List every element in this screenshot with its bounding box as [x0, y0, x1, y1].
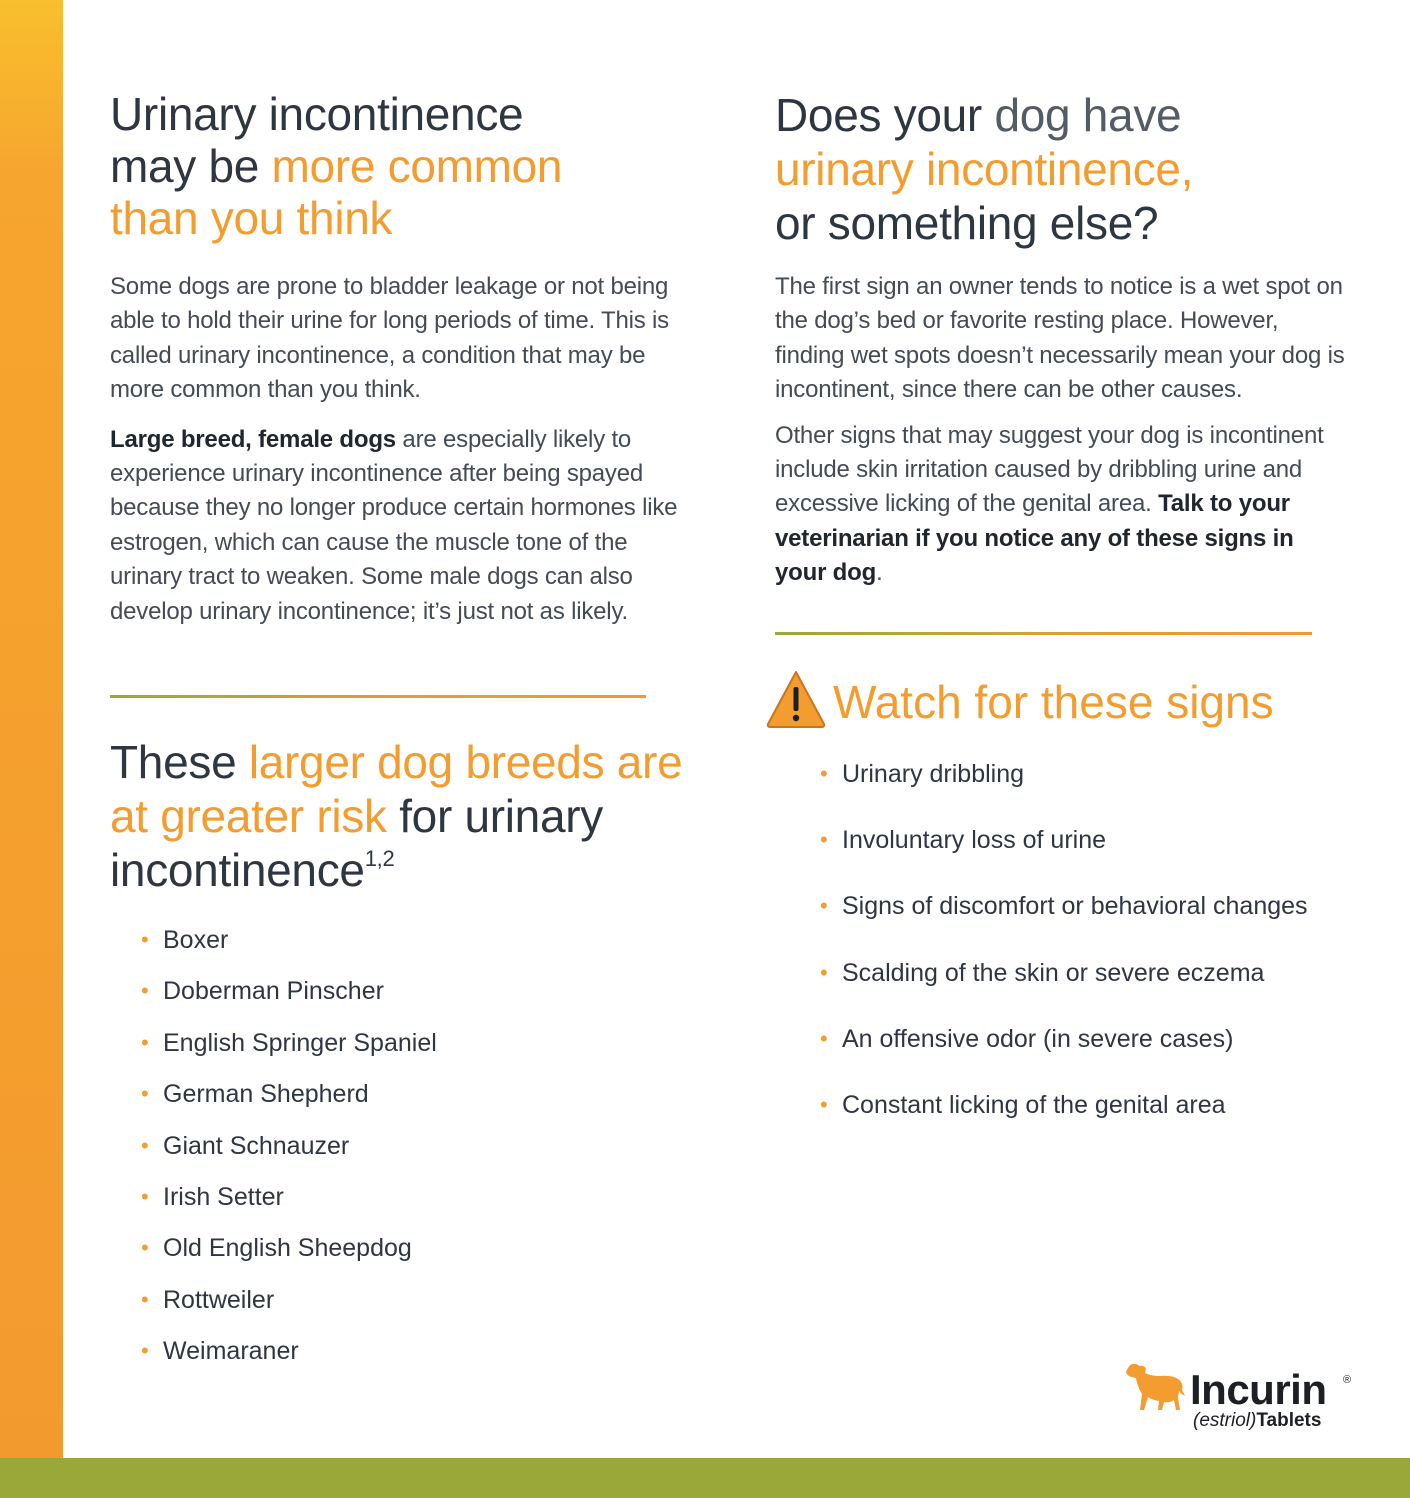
- breed-item-label: English Springer Spaniel: [163, 1028, 437, 1057]
- sign-item-label: Urinary dribbling: [842, 760, 1025, 788]
- breed-item: [141, 922, 663, 973]
- bullet-dot-icon: •: [141, 1286, 149, 1312]
- breed-list: [141, 922, 663, 1385]
- breed-item-label: Weimaraner: [163, 1337, 299, 1366]
- sign-item: [820, 1021, 1362, 1087]
- bullet-dot-icon: •: [141, 1338, 149, 1364]
- breed-item: [141, 1230, 663, 1281]
- signs-list: [820, 756, 1362, 1153]
- sign-item: [820, 955, 1362, 1021]
- bullet-dot-icon: •: [820, 761, 828, 786]
- sign-item-label: An offensive odor (in severe cases): [842, 1024, 1234, 1053]
- breed-item-label: Doberman Pinscher: [163, 977, 384, 1006]
- right-paragraph-1: The first sign an owner tends to notice is a wet spot on the dog’s bed or favorite resting place. However, finding wet spots doesn’t necessarily mean your dog is incontinent, since there can be other causes.: [775, 273, 1345, 404]
- breed-item: [141, 1076, 663, 1127]
- left-column: [110, 88, 690, 629]
- breed-item-label: German Shepherd: [163, 1080, 369, 1109]
- left-heading: Urinary incontinence may be more common than you think: [110, 88, 563, 244]
- sign-item-label: Constant licking of the genital area: [842, 1090, 1226, 1119]
- dog-silhouette-icon: [1124, 1360, 1186, 1414]
- sign-item: [820, 822, 1362, 888]
- bullet-dot-icon: •: [141, 1132, 149, 1158]
- bottom-color-band: [0, 1458, 1410, 1498]
- left-paragraph-1: Some dogs are prone to bladder leakage or not being able to hold their urine for long periods of time. This is called urinary incontinence, a condition that may be more common than you think.: [110, 273, 669, 404]
- bullet-dot-icon: •: [141, 1183, 149, 1209]
- breeds-section: [110, 735, 710, 897]
- breed-item-label: Giant Schnauzer: [163, 1131, 350, 1160]
- bullet-dot-icon: •: [141, 1081, 149, 1107]
- warning-triangle-icon: [765, 668, 827, 730]
- sign-item: [820, 1087, 1362, 1153]
- right-column: [775, 88, 1355, 591]
- breed-item: [141, 1282, 663, 1333]
- breed-item: [141, 1333, 663, 1384]
- bullet-dot-icon: •: [820, 893, 828, 919]
- bullet-dot-icon: •: [820, 1091, 828, 1117]
- left-paragraph-2: Large breed, female dogs are especially likely to experience urinary incontinence after being spayed because they no longer produce certain hormones like estrogen, which can cause the muscle tone of the urinary tract to weaken. Some male dogs can also develop urinary incontinence; it’s just not as likely.: [110, 425, 678, 625]
- sign-item-label: Involuntary loss of urine: [842, 826, 1107, 855]
- breed-item-label: Rottweiler: [163, 1285, 275, 1314]
- sign-item-label: Signs of discomfort or behavioral changes: [842, 892, 1308, 921]
- right-divider: [775, 632, 1312, 635]
- bullet-dot-icon: •: [820, 959, 828, 985]
- bullet-dot-icon: •: [141, 1029, 149, 1055]
- bullet-dot-icon: •: [141, 927, 149, 952]
- breed-item: [141, 973, 663, 1024]
- right-paragraph-2: Other signs that may suggest your dog is incontinent include skin irritation caused by dribbling urine and excessive licking of the genital area. Talk to your veterinarian if you notice any of these signs in your dog.: [775, 421, 1324, 587]
- breed-item-label: Irish Setter: [163, 1182, 284, 1211]
- sign-item-label: Scalding of the skin or severe eczema: [842, 958, 1265, 987]
- breed-item: [141, 1179, 663, 1230]
- left-divider: [110, 695, 646, 698]
- bullet-dot-icon: •: [820, 1025, 828, 1051]
- sign-item: [820, 888, 1362, 954]
- breed-item-label: Boxer: [163, 926, 229, 954]
- bullet-dot-icon: •: [141, 978, 149, 1004]
- sign-item: [820, 756, 1362, 822]
- logo-wordmark: Incurin: [1190, 1366, 1327, 1413]
- breeds-heading: These larger dog breeds are at greater risk for urinary incontinence$^{1,2}$: [110, 736, 683, 896]
- breed-item: [141, 1025, 663, 1076]
- right-heading: Does your dog have urinary incontinence, or something else?: [775, 89, 1194, 249]
- watch-signs-heading: Watch for these signs: [833, 676, 1274, 728]
- breed-item-label: Old English Sheepdog: [163, 1234, 412, 1263]
- breed-item: [141, 1128, 663, 1179]
- bullet-dot-icon: •: [141, 1235, 149, 1261]
- left-color-band: [0, 0, 63, 1498]
- logo-registered-mark: ®: [1343, 1374, 1352, 1386]
- logo-subtitle: (estriol)Tablets: [1193, 1410, 1322, 1431]
- bullet-dot-icon: •: [820, 827, 828, 853]
